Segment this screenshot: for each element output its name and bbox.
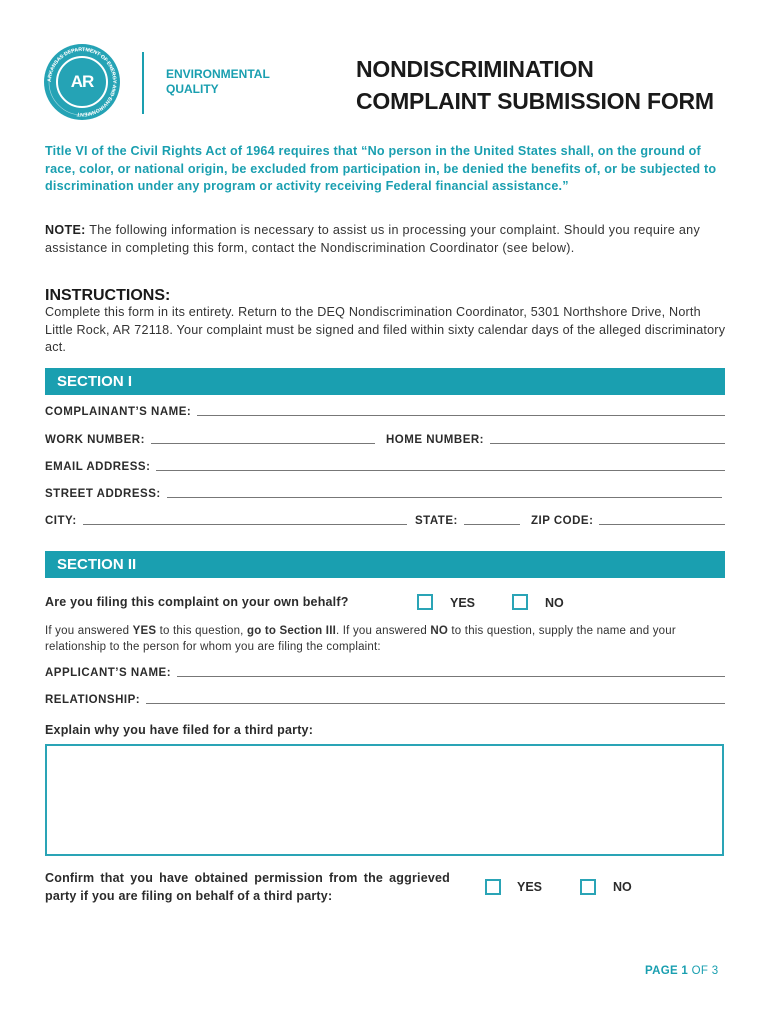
home-number-input[interactable] bbox=[490, 442, 725, 444]
info-text-d: to this question, supply the name and your relationship to the person for whom you are filing the complaint: bbox=[45, 625, 676, 653]
permission-yes-checkbox[interactable] bbox=[485, 879, 501, 895]
zip-code-input[interactable] bbox=[599, 523, 725, 525]
agency-name-line2: QUALITY bbox=[166, 82, 219, 96]
state-field[interactable] bbox=[415, 515, 520, 527]
applicant-name-input[interactable] bbox=[177, 675, 725, 677]
home-number-field[interactable] bbox=[386, 434, 725, 446]
complainant-name-label: COMPLAINANT’S NAME: bbox=[45, 406, 192, 418]
page-number bbox=[645, 965, 718, 977]
zip-code-field[interactable] bbox=[531, 515, 725, 527]
work-number-field[interactable] bbox=[45, 434, 375, 446]
instructions-text: Complete this form in its entirety. Return to the DEQ Nondiscrimination Coordinator, 5301 Northshore Drive, North Little Rock, AR 72118. Your complaint must be signed and filed within sixty calendar days of the alleged discriminatory act. bbox=[45, 305, 726, 354]
permission-no-checkbox[interactable] bbox=[580, 879, 596, 895]
street-address-label: STREET ADDRESS: bbox=[45, 488, 161, 500]
state-input[interactable] bbox=[464, 523, 520, 525]
form-title-line2: COMPLAINT SUBMISSION FORM bbox=[356, 88, 714, 114]
applicant-name-field[interactable] bbox=[45, 667, 725, 679]
note-paragraph bbox=[45, 222, 727, 257]
own-behalf-question: Are you filing this complaint on your own behalf? bbox=[45, 595, 349, 609]
logo-ring bbox=[44, 44, 120, 120]
explain-third-party-textarea[interactable] bbox=[45, 744, 724, 856]
city-field[interactable] bbox=[45, 515, 407, 527]
agency-name-line1: ENVIRONMENTAL bbox=[166, 67, 270, 81]
info-goto-section-3: go to Section III bbox=[246, 625, 336, 637]
complainant-name-input[interactable] bbox=[197, 414, 725, 416]
zip-code-label: ZIP CODE: bbox=[531, 515, 594, 527]
permission-question: Confirm that you have obtained permission from the aggrieved party if you are filing on behalf of a third party: bbox=[45, 871, 450, 903]
complainant-name-field[interactable] bbox=[45, 406, 725, 418]
section-1-header: SECTION I bbox=[45, 368, 725, 395]
permission-no-label: NO bbox=[613, 880, 632, 894]
form-title-line1: NONDISCRIMINATION bbox=[356, 56, 594, 82]
own-behalf-no-label: NO bbox=[545, 596, 564, 610]
work-number-input[interactable] bbox=[151, 442, 375, 444]
email-field[interactable] bbox=[45, 461, 725, 473]
info-yes: YES bbox=[132, 625, 157, 637]
city-label: CITY: bbox=[45, 515, 77, 527]
email-input[interactable] bbox=[156, 469, 725, 471]
page-label: PAGE 1 bbox=[645, 965, 689, 977]
logo-text: AR bbox=[70, 72, 94, 91]
agency-name bbox=[166, 67, 270, 97]
note-text: The following information is necessary to assist us in processing your complaint. Should you require any assistance in completing this form, contact the Nondiscrimination Coordinator (see below). bbox=[45, 223, 701, 255]
street-address-field[interactable] bbox=[45, 488, 722, 500]
info-text-b: to this question, bbox=[156, 625, 247, 637]
street-address-input[interactable] bbox=[167, 496, 722, 498]
title-vi-statement: Title VI of the Civil Rights Act of 1964 requires that “No person in the United States shall, on the ground of race, color, or national origin, be excluded from participation in, be denied the benefits of, or be subjected to discrimination under any program or activity receiving Federal financial assistance.” bbox=[45, 144, 717, 193]
instructions-heading: INSTRUCTIONS: bbox=[45, 287, 171, 304]
relationship-field[interactable] bbox=[45, 694, 725, 706]
note-label: NOTE: bbox=[45, 223, 86, 237]
own-behalf-no-checkbox[interactable] bbox=[512, 594, 528, 610]
applicant-name-label: APPLICANT’S NAME: bbox=[45, 667, 172, 679]
email-label: EMAIL ADDRESS: bbox=[45, 461, 151, 473]
explain-third-party-label: Explain why you have filed for a third party: bbox=[45, 723, 314, 737]
info-text-a: If you answered bbox=[45, 625, 133, 637]
city-input[interactable] bbox=[83, 523, 407, 525]
relationship-label: RELATIONSHIP: bbox=[45, 694, 141, 706]
home-number-label: HOME NUMBER: bbox=[386, 434, 484, 446]
info-text-c: . If you answered bbox=[335, 625, 431, 637]
header-divider bbox=[142, 52, 144, 114]
agency-logo bbox=[44, 44, 120, 120]
relationship-input[interactable] bbox=[146, 702, 725, 704]
permission-yes-label: YES bbox=[517, 880, 543, 894]
work-number-label: WORK NUMBER: bbox=[45, 434, 145, 446]
form-title bbox=[356, 53, 714, 117]
state-label: STATE: bbox=[415, 515, 458, 527]
info-no: NO bbox=[430, 625, 449, 637]
logo-ring-text: ARKANSAS DEPARTMENT OF ENERGY AND ENVIRONMENT bbox=[46, 46, 118, 118]
section-2-header: SECTION II bbox=[45, 551, 725, 578]
page-total: OF 3 bbox=[688, 965, 719, 977]
own-behalf-yes-label: YES bbox=[450, 596, 476, 610]
own-behalf-yes-checkbox[interactable] bbox=[417, 594, 433, 610]
section-2-instructions bbox=[45, 624, 727, 655]
